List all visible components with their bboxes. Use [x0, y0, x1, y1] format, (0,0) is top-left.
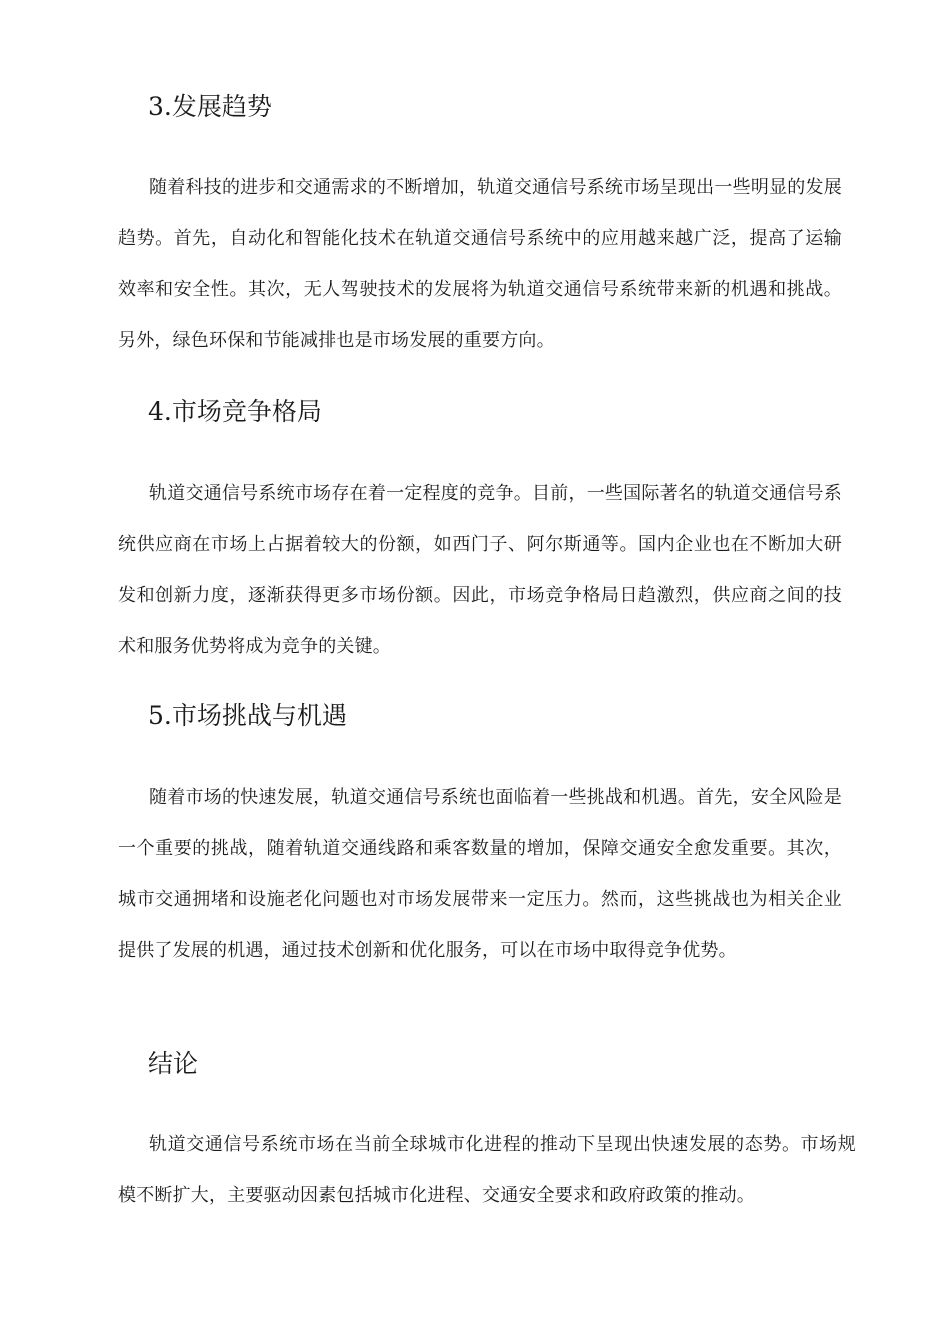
section-heading-trends: 3.发展趋势	[148, 92, 272, 121]
section-paragraph-competition: 轨道交通信号系统市场存在着一定程度的竞争。目前，一些国际著名的轨道交通信号系统供应商在市场上占据着较大的份额，如西门子、阿尔斯通等。国内企业也在不断加大研发和创新力度，逐渐获得更多市场份额。因此，市场竞争格局日趋激烈，供应商之间的技术和服务优势将成为竞争的关键。	[118, 483, 842, 657]
section-paragraph-trends: 随着科技的进步和交通需求的不断增加，轨道交通信号系统市场呈现出一些明显的发展趋势。首先，自动化和智能化技术在轨道交通信号系统中的应用越来越广泛，提高了运输效率和安全性。其次，无人驾驶技术的发展将为轨道交通信号系统带来新的机遇和挑战。另外，绿色环保和节能减排也是市场发展的重要方向。	[118, 177, 842, 351]
section-heading-conclusion: 结论	[148, 1049, 199, 1078]
section-paragraph-conclusion: 轨道交通信号系统市场在当前全球城市化进程的推动下呈现出快速发展的态势。市场规模不断扩大，主要驱动因素包括城市化进程、交通安全要求和政府政策的推动。	[118, 1134, 856, 1206]
section-heading-competition: 4.市场竞争格局	[148, 397, 322, 426]
section-paragraph-challenges: 随着市场的快速发展，轨道交通信号系统也面临着一些挑战和机遇。首先，安全风险是一个重要的挑战，随着轨道交通线路和乘客数量的增加，保障交通安全愈发重要。其次，城市交通拥堵和设施老化问题也对市场发展带来一定压力。然而，这些挑战也为相关企业提供了发展的机遇，通过技术创新和优化服务，可以在市场中取得竞争优势。	[118, 787, 842, 961]
section-heading-challenges: 5.市场挑战与机遇	[148, 701, 347, 730]
